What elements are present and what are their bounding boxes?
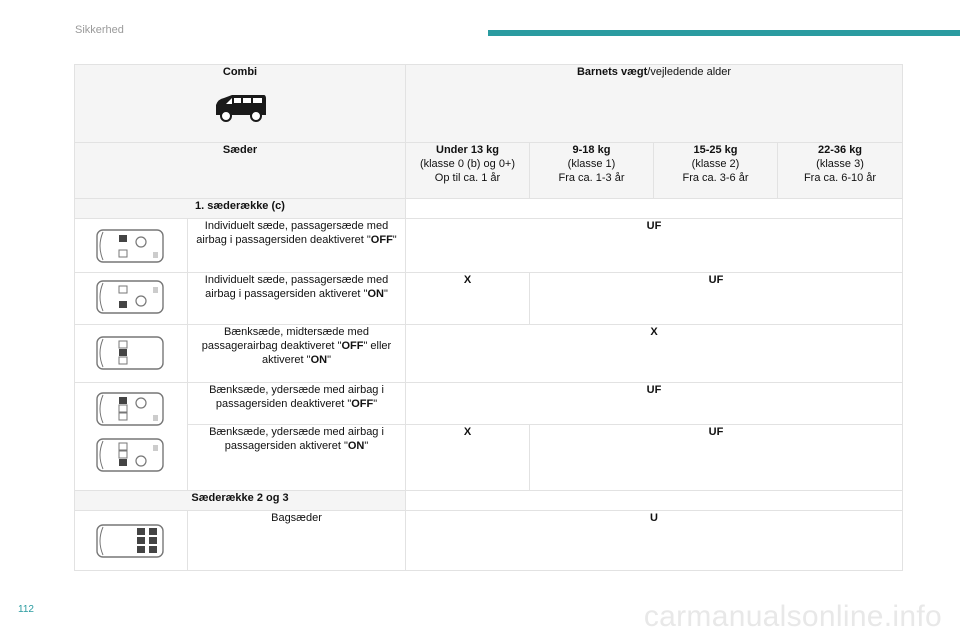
car-bench-middle-icon (91, 331, 171, 375)
row1-title: 1. sæderække (c) (75, 199, 406, 219)
row-value-2b: UF (530, 273, 903, 325)
car-diagram-cell (75, 325, 188, 383)
car-single-seat-on-icon (91, 275, 171, 319)
car-single-seat-off-icon (91, 224, 171, 268)
row23-title: Sæderække 2 og 3 (75, 491, 406, 511)
row-desc-4: Bænksæde, ydersæde med airbag i passagersiden deaktiveret "OFF" (188, 383, 406, 425)
child-seat-table (74, 64, 903, 571)
vehicle-label: Combi (222, 66, 258, 78)
watermark: carmanualsonline.info (643, 600, 942, 633)
car-diagram-cell (75, 273, 188, 325)
row-desc-5: Bænksæde, ydersæde med airbag i passagersiden aktiveret "ON" (188, 425, 406, 491)
car-bench-outer-off-icon (91, 387, 171, 431)
weight-header: Barnets vægt/vejledende alder (406, 65, 903, 143)
row-value-4: UF (406, 383, 903, 425)
row-value-5a: X (406, 425, 530, 491)
car-diagram-cell (75, 383, 188, 491)
row-value-5b: UF (530, 425, 903, 491)
row-value-3: X (406, 325, 903, 383)
row-desc-3: Bænksæde, midtersæde med passagerairbag deaktiveret "OFF" eller aktiveret "ON" (188, 325, 406, 383)
row-value-2a: X (406, 273, 530, 325)
row-desc-2: Individuelt sæde, passagersæde med airbag i passagersiden aktiveret "ON" (188, 273, 406, 325)
row-desc-1: Individuelt sæde, passagersæde med airbag i passagersiden deaktiveret "OFF" (188, 219, 406, 273)
rear-seat-value: U (406, 511, 903, 571)
rear-seat-desc: Bagsæder (188, 511, 406, 571)
car-bench-outer-on-icon (91, 433, 171, 477)
weight-col-2: 9-18 kg (klasse 1) Fra ca. 1-3 år (530, 143, 654, 199)
vehicle-cell (75, 65, 406, 143)
van-icon (212, 91, 268, 123)
page-number: 112 (18, 604, 34, 615)
weight-col-3: 15-25 kg (klasse 2) Fra ca. 3-6 år (654, 143, 778, 199)
row-value-1: UF (406, 219, 903, 273)
weight-col-4: 22-36 kg (klasse 3) Fra ca. 6-10 år (778, 143, 903, 199)
section-title: Sikkerhed (75, 24, 124, 36)
header-accent-bar (488, 30, 960, 36)
car-diagram-cell (75, 511, 188, 571)
weight-col-1: Under 13 kg (klasse 0 (b) og 0+) Op til ca. 1 år (406, 143, 530, 199)
car-rear-seats-icon (91, 519, 171, 563)
car-diagram-cell (75, 219, 188, 273)
seats-label: Sæder (75, 143, 406, 199)
